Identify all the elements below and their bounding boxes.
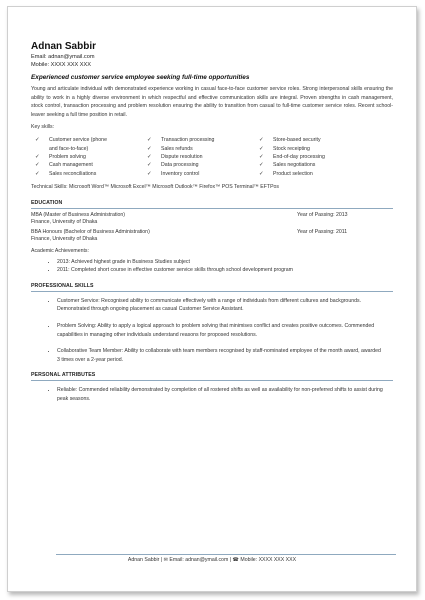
skill-item: ✓ Problem solving <box>35 153 86 160</box>
degree-detail: Finance, University of Dhaka <box>31 235 98 242</box>
skill-item: ✓ Sales negotiations <box>259 162 316 169</box>
section-divider <box>31 380 393 381</box>
contact-email: Email: adnan@ymail.com <box>31 54 95 60</box>
skill-item-continuation: and face-to-face) <box>49 145 89 152</box>
professional-skills-list <box>31 297 393 365</box>
education-entry <box>31 212 393 219</box>
profile-summary: Young and articulate individual with demonstrated experience working in casual face-to-face customer service roles. Strong interpersonal skills ensuring the ability to work in a highly diverse environment in which respectful and effective communication skills are integral. Proven strengths in cash management, stock control, transaction processing and problem resolution ensuring the ability to transition from casual to full-time customer service roles. Recent school-leaver seeking a full time position in retail. <box>31 86 393 118</box>
section-divider <box>31 208 393 209</box>
year-of-passing: Year of Passing: 2013 <box>297 211 348 218</box>
list-item: • Collaborative Team Member: Ability to collaborate with team members recognised by staff-nominated employee of the month award, awarded 3 times over a 2-year period. <box>57 347 393 364</box>
check-icon: ✓ <box>35 153 40 160</box>
skill-item: ✓ Cash management <box>35 162 93 169</box>
list-item: • 2011: Completed short course in effective customer service skills through school development program <box>57 266 393 274</box>
check-icon: ✓ <box>35 162 40 169</box>
check-icon: ✓ <box>259 137 264 144</box>
skill-item: ✓ Stock receipting <box>259 145 310 152</box>
education-entry <box>31 229 393 236</box>
skill-item: ✓ Sales reconciliations <box>35 170 97 177</box>
personal-attributes-heading: PERSONAL ATTRIBUTES <box>31 372 96 379</box>
page-footer: Adnan Sabbir | ✉ Email: adnan@ymail.com | ☎ Mobile: XXXX XXX XXX <box>127 557 297 563</box>
skills-column-1 <box>35 136 135 177</box>
check-icon: ✓ <box>259 162 264 169</box>
resume-content <box>31 41 393 412</box>
key-skills-label: Key skills: <box>31 124 55 131</box>
key-skills-grid <box>35 136 393 177</box>
skill-item: ✓ Dispute resolution <box>147 153 203 160</box>
check-icon: ✓ <box>259 170 264 177</box>
career-objective: Experienced customer service employee seeking full-time opportunities <box>31 74 250 81</box>
check-icon: ✓ <box>259 145 264 152</box>
skill-item: ✓ End-of-day processing <box>259 153 325 160</box>
footer-divider <box>56 554 396 555</box>
check-icon: ✓ <box>35 170 40 177</box>
list-item: • Reliable: Commended reliability demonstrated by completion of all rostered shifts as well as availability for non-preferred shifts to assist during peak seasons. <box>57 386 393 403</box>
section-divider <box>31 291 393 292</box>
skill-item: ✓ Sales refunds <box>147 145 193 152</box>
check-icon: ✓ <box>147 145 152 152</box>
skill-item: ✓ Data processing <box>147 162 199 169</box>
degree-detail: Finance, University of Dhaka <box>31 218 98 225</box>
list-item: • Problem Solving: Ability to apply a logical approach to problem solving that minimises conflict and creates positive outcomes. Commended capabilities in managing other individuals understand reasons for proposed resolutions. <box>57 322 393 339</box>
list-item: • Customer Service: Recognised ability to communicate effectively with a range of individuals from different cultures and backgrounds. Demonstrated through ongoing placement as casual Customer Service Assistant. <box>57 297 393 314</box>
skills-column-3 <box>259 136 359 177</box>
personal-attributes-list <box>31 386 393 403</box>
degree-title: BBA Honours (Bachelor of Business Administration) <box>31 228 150 235</box>
check-icon: ✓ <box>147 137 152 144</box>
candidate-name: Adnan Sabbir <box>31 41 97 52</box>
professional-skills-heading: PROFESSIONAL SKILLS <box>31 282 94 289</box>
year-of-passing: Year of Passing: 2011 <box>297 228 348 235</box>
check-icon: ✓ <box>259 153 264 160</box>
technical-skills: Technical Skills: Microsoft Word™ Microsoft Excel™ Microsoft Outlook™ Firefox™ POS Terminal™ EFTPos <box>31 183 280 190</box>
resume-page <box>7 6 417 592</box>
contact-mobile: Mobile: XXXX XXX XXX <box>31 62 92 68</box>
skill-item: ✓ Product selection <box>259 170 313 177</box>
degree-title: MBA (Master of Business Administration) <box>31 211 125 218</box>
check-icon: ✓ <box>147 153 152 160</box>
skill-item: ✓ Transaction processing <box>147 137 215 144</box>
skill-item: ✓ Inventory control <box>147 170 200 177</box>
achievements-label: Academic Achievements: <box>31 247 89 254</box>
check-icon: ✓ <box>35 137 40 144</box>
skills-column-2 <box>147 136 247 177</box>
check-icon: ✓ <box>147 170 152 177</box>
skill-item: ✓ Customer service (phone <box>35 137 107 144</box>
list-item: • 2013: Achieved highest grade in Business Studies subject <box>57 258 393 266</box>
education-heading: EDUCATION <box>31 199 63 206</box>
achievements-list <box>31 258 393 274</box>
check-icon: ✓ <box>147 162 152 169</box>
skill-item: ✓ Store-based security <box>259 137 321 144</box>
